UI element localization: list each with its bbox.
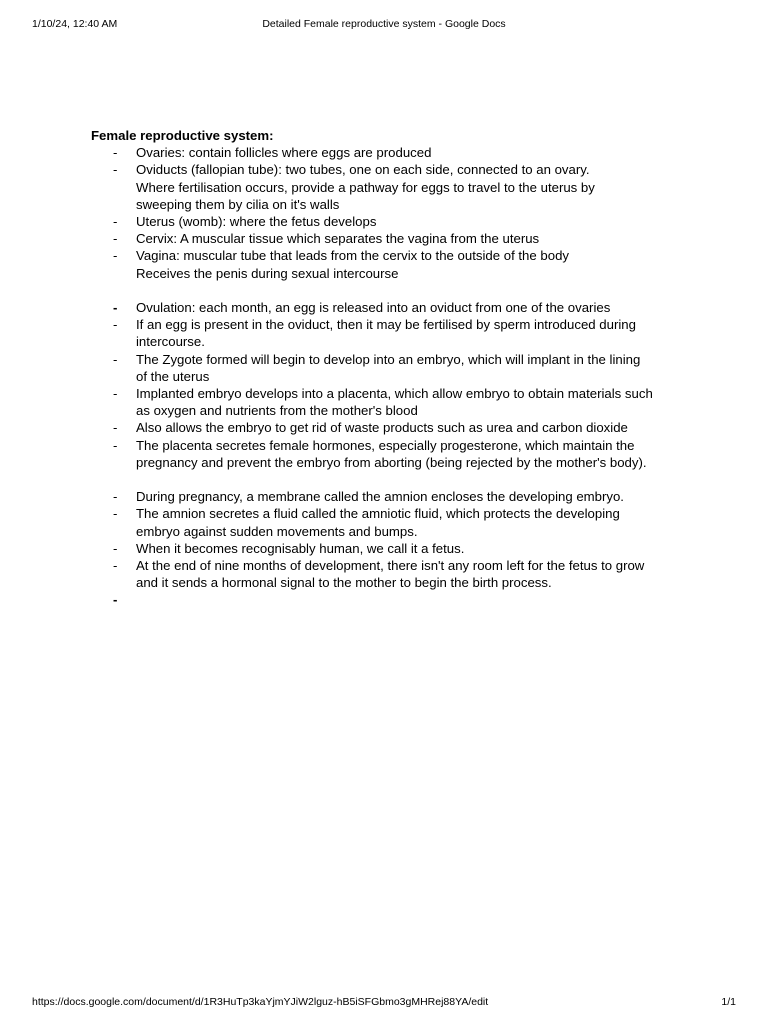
- print-datetime: 1/10/24, 12:40 AM: [32, 18, 118, 30]
- bullet-dash: -: [113, 162, 118, 178]
- list-item: [91, 591, 691, 608]
- list-item-text: Uterus (womb): where the fetus develops: [136, 214, 377, 230]
- print-footer: [32, 994, 736, 1010]
- bullet-dash: -: [113, 248, 118, 264]
- bullet-dash: -: [113, 214, 118, 230]
- list-item-text: At the end of nine months of development, there isn't any room left for the fetus to grow and it sends a hormonal signal to the mother to begin the birth process.: [136, 558, 645, 591]
- bullet-dash: -: [113, 558, 118, 574]
- bullet-dash: -: [113, 231, 118, 247]
- print-header: [32, 16, 736, 32]
- print-page-number: 1/1: [721, 996, 736, 1008]
- bullet-dash: -: [113, 540, 118, 556]
- bullet-list-anatomy: [91, 144, 691, 282]
- bullet-dash: -: [113, 506, 118, 522]
- list-item: [91, 299, 691, 316]
- bullet-dash: -: [113, 145, 118, 161]
- bullet-dash: -: [113, 420, 118, 436]
- section-spacer: [91, 282, 691, 299]
- list-item-text: Implanted embryo develops into a placenta, which allow embryo to obtain materials such as oxygen and nutrients from the mother's blood: [136, 386, 653, 419]
- document-heading: Female reproductive system:: [91, 128, 274, 143]
- list-item-text: Cervix: A muscular tissue which separates the vagina from the uterus: [136, 231, 540, 247]
- list-item-text: Vagina: muscular tube that leads from the cervix to the outside of the body Receives the penis during sexual intercourse: [136, 248, 569, 281]
- bullet-dash: -: [113, 489, 118, 505]
- document-body: [91, 127, 691, 609]
- list-item-text: The Zygote formed will begin to develop into an embryo, which will implant in the lining of the uterus: [136, 351, 641, 384]
- list-item: [91, 351, 691, 385]
- bullet-dash: -: [113, 386, 118, 402]
- list-item-text: [136, 592, 140, 607]
- list-item-text: Ovaries: contain follicles where eggs are produced: [136, 145, 432, 161]
- section-spacer: [91, 471, 691, 488]
- list-item: [91, 144, 691, 161]
- list-item: [91, 161, 691, 213]
- list-item-text: Oviducts (fallopian tube): two tubes, one on each side, connected to an ovary. Where fertilisation occurs, provide a pathway for eggs to travel to the uterus by sweeping them by cilia on it's walls: [136, 162, 595, 212]
- list-item: [91, 247, 691, 281]
- list-item: [91, 385, 691, 419]
- list-item-text: If an egg is present in the oviduct, then it may be fertilised by sperm introduced during intercourse.: [136, 317, 636, 350]
- list-item-text: Ovulation: each month, an egg is released into an oviduct from one of the ovaries: [136, 300, 611, 316]
- bullet-dash: -: [113, 437, 118, 453]
- list-item: [91, 316, 691, 350]
- list-item-text: When it becomes recognisably human, we call it a fetus.: [136, 540, 465, 556]
- bullet-dash: -: [113, 317, 118, 333]
- list-item: [91, 540, 691, 557]
- list-item: [91, 230, 691, 247]
- list-item-text: The placenta secretes female hormones, especially progesterone, which maintain the pregnancy and prevent the embryo from aborting (being rejected by the mother's body).: [136, 437, 647, 470]
- list-item-text: The amnion secretes a fluid called the amniotic fluid, which protects the developing embryo against sudden movements and bumps.: [136, 506, 620, 539]
- list-item-text: During pregnancy, a membrane called the amnion encloses the developing embryo.: [136, 489, 624, 505]
- list-item: [91, 488, 691, 505]
- print-document-title: Detailed Female reproductive system - Google Docs: [262, 18, 506, 30]
- list-item-text: Also allows the embryo to get rid of waste products such as urea and carbon dioxide: [136, 420, 628, 436]
- bullet-dash: -: [113, 351, 118, 367]
- bullet-list-fertilisation: [91, 299, 691, 471]
- list-item: [91, 557, 691, 591]
- list-item: [91, 437, 691, 471]
- list-item: [91, 419, 691, 436]
- list-item: [91, 505, 691, 539]
- bullet-dash: -: [113, 592, 118, 608]
- print-url: https://docs.google.com/document/d/1R3HuTp3kaYjmYJiW2lguz-hB5iSFGbmo3gMHRej88YA/edit: [32, 996, 489, 1008]
- bullet-dash: -: [113, 300, 118, 316]
- bullet-list-pregnancy: [91, 488, 691, 608]
- list-item: [91, 213, 691, 230]
